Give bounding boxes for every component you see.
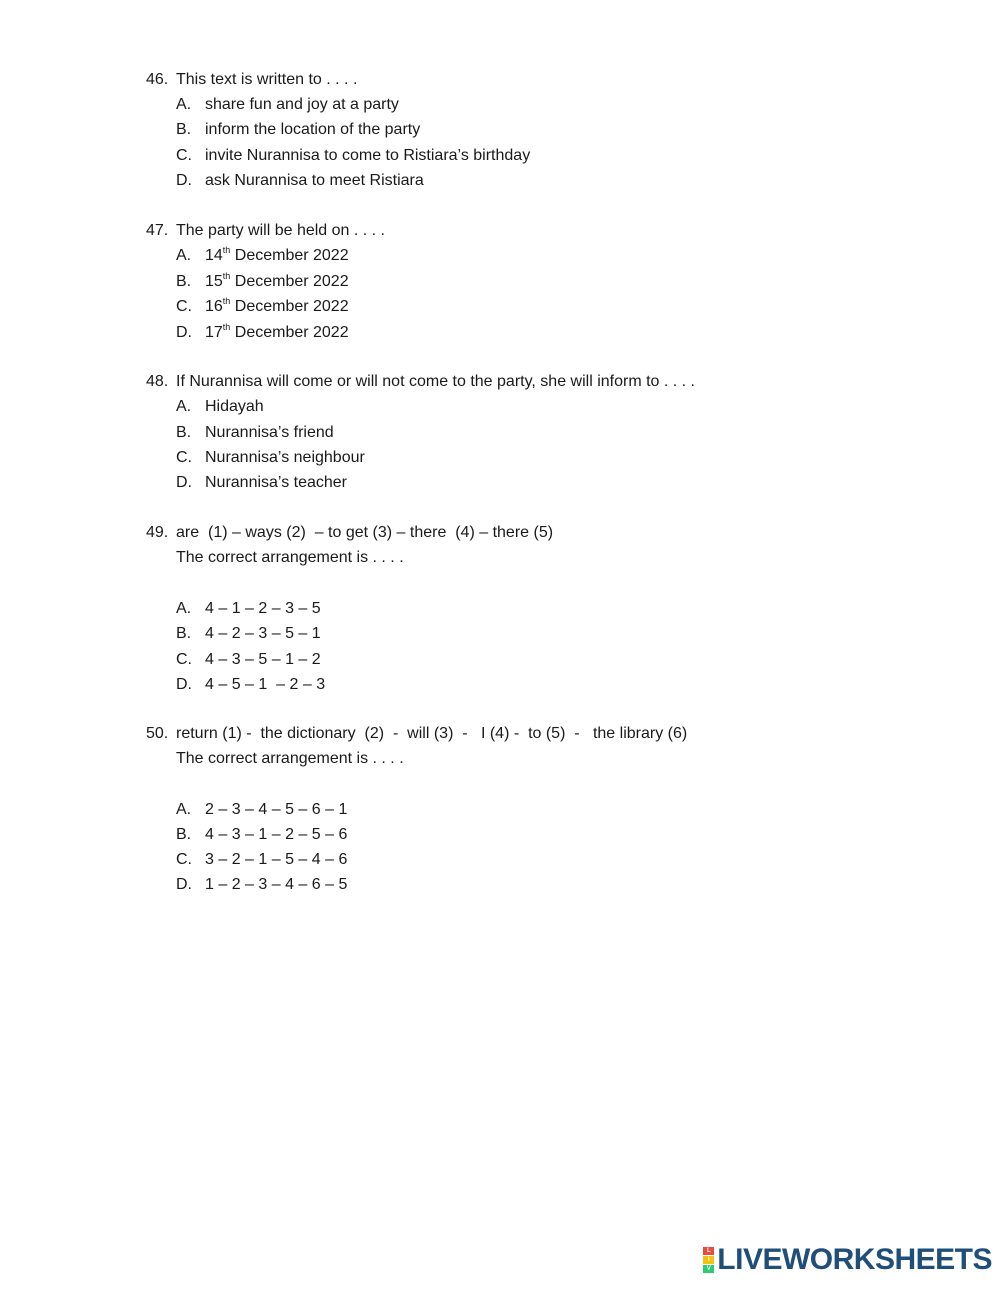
question-number: 50. [146,725,169,742]
question-number: 46. [146,71,169,88]
liveworksheets-logo-icon: L I V [703,1247,714,1273]
question-stem: return (1) - the dictionary (2) - will (3) - I (4) - to (5) - the library (6) [176,725,688,742]
question-number: 49. [146,524,169,541]
brand-name: LIVEWORKSHEETS [717,1243,992,1276]
question-stem: are (1) – ways (2) – to get (3) – there (4) – there (5) [176,524,554,541]
question-number: 48. [146,373,169,390]
question-number: 47. [146,222,169,239]
question-stem: If Nurannisa will come or will not come to the party, she will inform to . . . . [176,373,695,390]
question-instruction: The correct arrangement is . . . . [176,549,404,566]
question-stem: This text is written to . . . . [176,71,358,88]
question-stem: The party will be held on . . . . [176,222,385,239]
question-instruction: The correct arrangement is . . . . [176,750,404,767]
liveworksheets-brand[interactable] [703,1243,992,1277]
